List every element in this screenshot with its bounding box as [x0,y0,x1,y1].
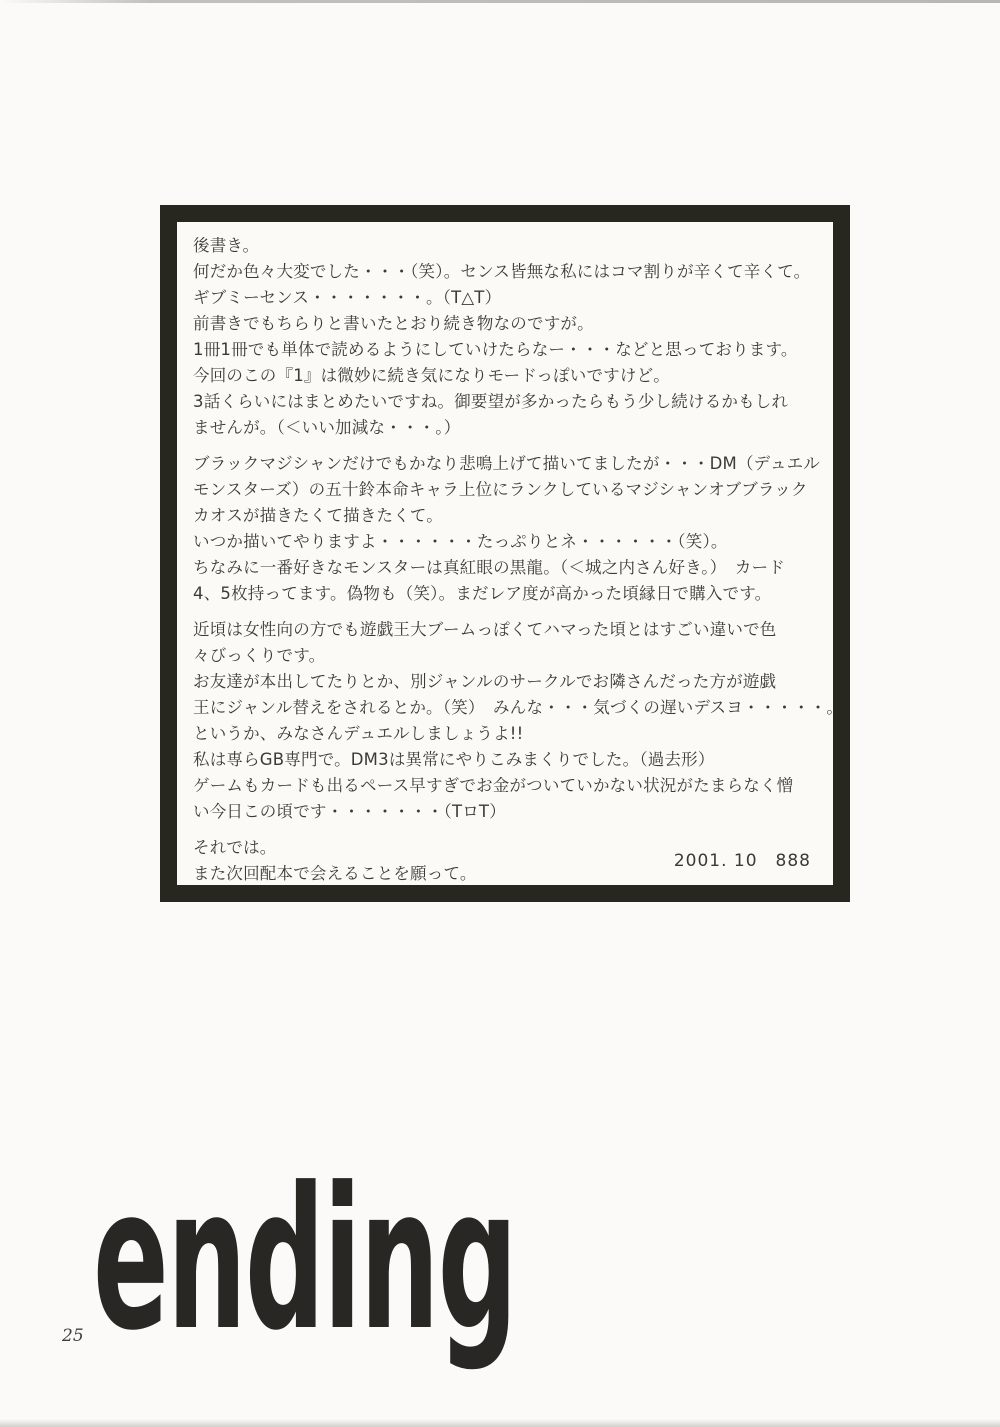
scan-edge-bottom [0,1419,1000,1427]
scan-edge-top [0,0,1000,3]
ending-title: ending [93,1146,517,1374]
afterword-paragraphs [177,222,844,887]
afterword-paragraph: 近頃は女性向の方でも遊戯王大ブームっぽくてハマった頃とはすごい違いで色 々びっくりです。 お友達が本出してたりとか、別ジャンルのサークルでお隣さんだった方が遊戯 王にジャンル替えをされるとか。（笑） みんな・・・気づくの遅いデスヨ・・・・・。 というか、みなさんデュエルしましょうよ!! 私は専らGB専門で。DM3は異常にやりこみまくりでした。（過去形） ゲームもカードも出るペース早すぎでお金がついていかない状況がたまらなく憎 い今日この頃です・・・・・・・（TロT） [193,620,844,821]
afterword-paragraph: 後書き。 何だか色々大変でした・・・（笑）。センス皆無な私にはコマ割りが辛くて辛くて。 ギブミーセンス・・・・・・・。（T△T） 前書きでもちらりと書いたとおり続き物なのですが。 1冊1冊でも単体で読めるようにしていけたらなー・・・などと思っております。 今回のこの『1』は微妙に続き気になりモードっぽいですけど。 3話くらいにはまとめたいですね。御要望が多かったらもう少し続けるかもしれ ませんが。（＜いい加減な・・・。） [193,236,811,437]
afterword-date: 2001. 10 888 [673,851,811,871]
afterword-paragraph: それでは。 また次回配本で会えることを願って。 [193,838,477,883]
afterword-paragraph: ブラックマジシャンだけでもかなり悲鳴上げて描いてましたが・・・DM（デュエル モンスターズ）の五十鈴本命キャラ上位にランクしているマジシャンオブブラック カオスが描きたくて描きたくて。 いつか描いてやりますよ・・・・・・たっぷりとネ・・・・・・（笑）。 ちなみに一番好きなモンスターは真紅眼の黒龍。（＜城之内さん好き。） カード 4、5枚持ってます。偽物も（笑）。まだレア度が高かった頃縁日で購入です。 [193,454,820,603]
afterword-box [160,205,850,902]
page-number: 25 [62,1326,84,1346]
